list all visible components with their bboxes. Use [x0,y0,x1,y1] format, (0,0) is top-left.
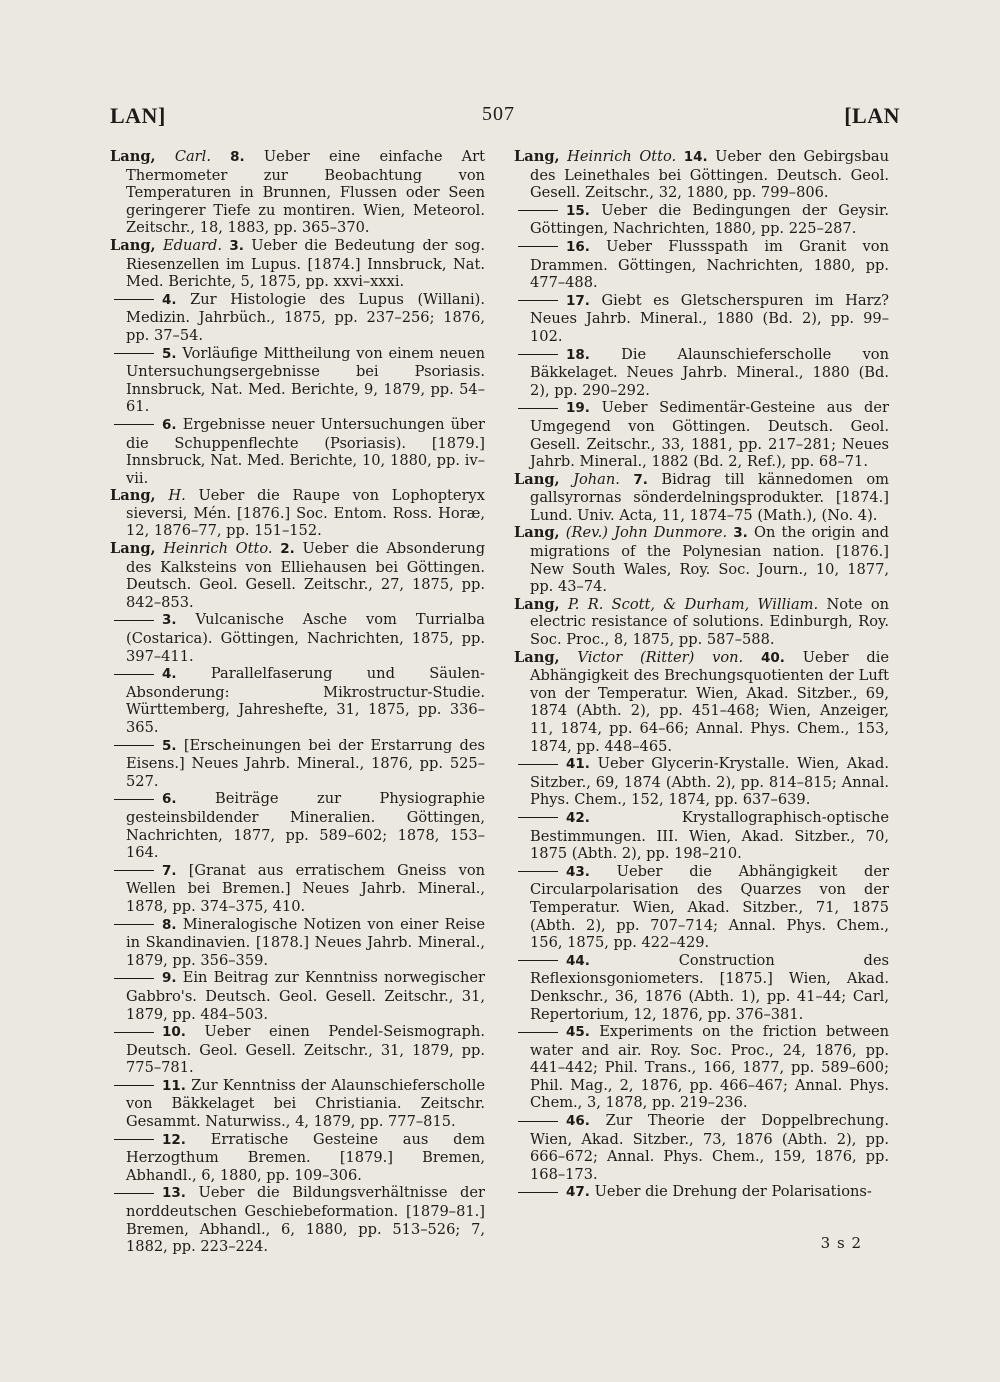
entry-text: Die Alaunschieferscholle von Bäkkelaget. Neues Jahrb. Mineral., 1880 (Bd. 2), pp. 290–292. [530,345,889,399]
entry-number: 45. [566,1024,590,1041]
bibliography-entry [514,952,889,1023]
author-forename: Victor (Ritter) von. [577,648,744,666]
author-surname: Lang, [514,470,560,488]
entry-number: 7. [162,862,177,879]
bibliography-entry [110,1184,485,1255]
entry-number: 7. [633,471,648,488]
ditto-dash [518,300,558,301]
bibliography-entry [110,1077,485,1131]
bibliography-entry [514,596,889,649]
bibliography-entry [110,487,485,540]
entry-text: Giebt es Gletscherspuren im Harz? Neues Jahrb. Mineral., 1880 (Bd. 2), pp. 99–102. [530,291,890,345]
bibliography-entry [110,665,485,736]
entry-number: 4. [162,291,177,308]
ditto-dash [518,960,558,961]
bibliography-entry [110,416,485,487]
ditto-dash [114,1139,154,1140]
bibliography-entry [110,237,485,291]
entry-text: Ueber den Gebirgsbau des Leinethales bei Göttingen. Deutsch. Geol. Gesell. Zeitschr., 32, 1880, pp. 799–806. [530,148,890,202]
entry-number: 47. [566,1184,590,1201]
entry-text: [Erscheinungen bei der Erstarrung des Eisens.] Neues Jahrb. Mineral., 1876, pp. 525–527. [126,736,486,790]
entry-text: Ueber eine einfache Art Thermometer zur Beobachtung von Temperaturen in Brunnen, Flussen oder Seen geringerer Tiefe zu montiren. Wien, Meteorol. Zeitschr., 18, 1883, pp. 365–370. [126,148,486,237]
bibliography-entry [514,524,889,595]
signature-mark: 3 s 2 [820,1234,862,1252]
bibliography-entry [514,471,889,525]
entry-number: 8. [230,149,245,165]
author-surname: Lang, [110,540,156,558]
entry-number: 6. [162,416,177,433]
bibliography-entry [514,809,889,863]
author-surname: Lang, [110,236,156,254]
entry-number: 3. [229,237,244,254]
bibliography-entry [514,649,889,756]
entry-number: 10. [162,1024,186,1041]
entry-text: Ueber Sedimentär-Gesteine aus der Umgegend von Göttingen. Deutsch. Geol. Gesell. Zeitschr., 33, 1881, pp. 217–281; Neues Jahrb. Mineral., 1882 (Bd. 2, Ref.), pp. 68–71. [530,399,889,471]
entry-number: 4. [162,666,177,683]
entry-text: Ein Beitrag zur Kenntniss norwegischer Gabbro's. Deutsch. Geol. Gesell. Zeitschr., 31, 1879, pp. 484–503. [126,969,485,1023]
entry-text: Krystallographisch-optische Bestimmungen. III. Wien, Akad. Sitzber., 70, 1875 (Abth. 2), pp. 198–210. [530,808,889,863]
entry-number: 40. [761,649,785,666]
entry-number: 3. [162,612,177,629]
entry-text: Beiträge zur Physiographie gesteinsbildender Mineralien. Göttingen, Nachrichten, 1877, pp. 589–602; 1878, 153–164. [126,790,485,862]
entry-text: Vulcanische Asche vom Turrialba (Costarica). Göttingen, Nachrichten, 1875, pp. 397–411. [126,611,486,665]
entry-text: Parallelfaserung und Säulen-Absonderung: Mikrostructur-Studie. Württemberg, Jahreshefte, 31, 1875, pp. 336–365. [126,665,485,736]
entry-number: 5. [162,345,177,362]
entry-number: 3. [733,525,748,542]
bibliography-entry [110,291,485,345]
entry-number: 8. [162,916,177,933]
entry-text: Erratische Gesteine aus dem Herzogthum Bremen. [1879.] Bremen, Abhandl., 6, 1880, pp. 109–306. [126,1130,485,1184]
entry-text: Ueber die Drehung der Polarisations- [594,1183,872,1201]
ditto-dash [114,353,154,354]
page-number: 507 [482,103,515,125]
bibliography-entry [110,916,485,970]
entry-text: Ueber Glycerin-Krystalle. Wien, Akad. Sitzber., 69, 1874 (Abth. 2), pp. 814–815; Annal. Phys. Chem., 152, 1874, pp. 637–639. [530,755,890,809]
bibliography-entry [514,148,889,202]
running-head-right: [LAN [844,103,900,128]
entry-text: Construction des Reflexionsgoniometers. [1875.] Wien, Akad. Denkschr., 36, 1876 (Abth. 1), pp. 41–44; Carl, Repertorium, 12, 1876, pp. 376–381. [530,951,890,1023]
bibliography-entry [514,238,889,292]
bibliography-entry [110,862,485,916]
author-forename: Carl. [174,148,211,165]
bibliography-entry [110,1131,485,1185]
entry-number: 14. [683,149,708,165]
entry-number: 9. [162,970,177,987]
entry-number: 41. [566,756,590,773]
ditto-dash [518,1032,558,1033]
entry-number: 11. [162,1077,186,1094]
author-forename: H. [168,487,186,505]
ditto-dash [114,299,154,300]
entry-number: 17. [566,292,590,309]
author-surname: Lang, [110,487,156,505]
bibliography-entry [514,1183,889,1202]
right-column [514,148,889,1202]
ditto-dash [518,817,558,818]
author-forename: Johan. [573,470,620,488]
author-forename: (Rev.) John Dunmore. [565,524,728,542]
ditto-dash [114,799,154,800]
left-column [110,148,485,1256]
ditto-dash [518,1121,558,1122]
ditto-dash [114,870,154,871]
entry-text: Ueber die Abhängigkeit der Circularpolarisation des Quarzes von der Temperatur. Wien, Akad. Sitzber., 71, 1875 (Abth. 2), pp. 707–714; Annal. Phys. Chem., 156, 1875, pp. 422–429. [530,862,890,952]
entry-number: 12. [162,1131,186,1148]
running-head-left: LAN] [110,103,166,128]
author-forename: P. R. Scott, & Durham, William. [567,595,819,613]
entry-text: Bidrag till kännedomen om gallsyrornas sönderdelningsprodukter. [1874.] Lund. Univ. Acta, 11, 1874–75 (Math.), (No. 4). [530,470,890,524]
entry-text: Note on electric resistance of solutions. Edinburgh, Roy. Soc. Proc., 8, 1875, pp. 587–588. [530,595,889,649]
entry-number: 42. [566,809,590,826]
bibliography-entry [110,611,485,665]
ditto-dash [114,1085,154,1086]
bibliography-entry [110,790,485,861]
entry-text: Ueber die Bildungsverhältnisse der norddeutschen Geschiebeformation. [1879–81.] Bremen, Abhandl., 6, 1880, pp. 513–526; 7, 1882, pp. 223–224. [126,1184,486,1256]
entry-text: Ueber die Bedingungen der Geysir. Göttingen, Nachrichten, 1880, pp. 225–287. [530,201,890,238]
bibliography-entry [110,345,485,416]
author-forename: Heinrich Otto. [567,148,677,165]
ditto-dash [518,246,558,247]
entry-text: Mineralogische Notizen von einer Reise in Skandinavien. [1878.] Neues Jahrb. Mineral., 1879, pp. 356–359. [126,915,485,969]
entry-number: 18. [566,346,590,363]
ditto-dash [518,1192,558,1193]
ditto-dash [114,924,154,925]
entry-number: 15. [566,202,590,219]
entry-number: 16. [566,238,590,255]
entry-text: Zur Theorie der Doppelbrechung. Wien, Akad. Sitzber., 73, 1876 (Abth. 2), pp. 666–672; Annal. Phys. Chem., 159, 1876, pp. 168–173. [530,1112,889,1183]
bibliography-entry [514,755,889,809]
ditto-dash [518,408,558,409]
ditto-dash [114,620,154,621]
author-forename: Eduard. [162,236,223,254]
entry-text: Ueber Flussspath im Granit von Drammen. Göttingen, Nachrichten, 1880, pp. 477–488. [530,237,889,292]
entry-number: 19. [566,400,590,417]
bibliography-entry [514,292,889,346]
entry-text: Ergebnisse neuer Untersuchungen über die Schuppenflechte (Psoriasis). [1879.] Innsbruck, Nat. Med. Berichte, 10, 1880, pp. iv–vii. [126,415,485,487]
bibliography-entry [514,202,889,238]
entry-text: Zur Histologie des Lupus (Willani). Medizin. Jahrbüch., 1875, pp. 237–256; 1876, pp. 37–54. [126,290,485,344]
entry-text: Ueber die Absonderung des Kalksteins von Elliehausen bei Göttingen. Deutsch. Geol. Gesell. Zeitschr., 27, 1875, pp. 842–853. [126,540,486,611]
bibliography-entry [110,969,485,1023]
entry-number: 44. [566,952,590,969]
ditto-dash [114,1193,154,1194]
entry-text: Zur Kenntniss der Alaunschieferscholle von Bäkkelaget bei Christiania. Zeitschr. Gesammt. Naturwiss., 4, 1879, pp. 777–815. [126,1076,485,1131]
bibliography-entry [110,737,485,791]
entry-number: 43. [566,863,590,880]
entry-text: Vorläufige Mittheilung von einem neuen Untersuchungsergebnisse bei Psoriasis. Innsbruck, Nat. Med. Berichte, 9, 1879, pp. 54–61. [126,344,485,416]
ditto-dash [114,745,154,746]
entry-text: Ueber die Abhängigkeit des Brechungsquotienten der Luft von der Temperatur. Wien, Akad. Sitzber., 69, 1874 (Abth. 2), pp. 451–468; Wien, Anzeiger, 11, 1874, pp. 64–66; Annal. Phys. Chem., 153, 1874, pp. 448–465. [530,648,890,755]
bibliography-entry [110,540,485,611]
ditto-dash [518,210,558,211]
entry-text: [Granat aus erratischem Gneiss von Wellen bei Bremen.] Neues Jahrb. Mineral., 1878, pp. 374–375, 410. [126,861,486,915]
ditto-dash [518,354,558,355]
entry-number: 2. [280,541,295,558]
bibliography-entry [514,1023,889,1112]
ditto-dash [114,674,154,675]
entry-text: Ueber die Bedeutung der sog. Riesenzellen im Lupus. [1874.] Innsbruck, Nat. Med. Berichte, 5, 1875, pp. xxvi–xxxi. [126,236,485,291]
bibliography-entry [514,399,889,470]
author-forename: Heinrich Otto. [163,540,273,558]
entry-number: 5. [162,737,177,754]
author-surname: Lang, [514,595,560,613]
entry-number: 13. [162,1185,186,1202]
author-surname: Lang, [110,148,156,165]
ditto-dash [518,871,558,872]
ditto-dash [114,978,154,979]
bibliography-entry [110,148,485,237]
bibliography-entry [514,1112,889,1183]
entry-text: Ueber einen Pendel-Seismograph. Deutsch. Geol. Gesell. Zeitschr., 31, 1879, pp. 775–781. [126,1023,486,1077]
entry-number: 6. [162,791,177,808]
entry-text: Experiments on the friction between water and air. Roy. Soc. Proc., 24, 1876, pp. 441–442; Phil. Trans., 166, 1877, pp. 589–600; Phil. Mag., 2, 1876, pp. 466–467; Annal. Phys. Chem., 3, 1878, pp. 219–236. [530,1023,889,1112]
ditto-dash [114,1032,154,1033]
author-surname: Lang, [514,648,560,666]
entry-text: Ueber die Raupe von Lophopteryx sieversi, Mén. [1876.] Soc. Entom. Ross. Horæ, 12, 1876–77, pp. 151–152. [126,487,486,540]
entry-text: On the origin and migrations of the Polynesian nation. [1876.] New South Wales, Roy. Soc. Journ., 10, 1877, pp. 43–74. [530,524,890,596]
author-surname: Lang, [514,524,560,542]
ditto-dash [518,764,558,765]
bibliography-entry [514,346,889,400]
ditto-dash [114,424,154,425]
bibliography-entry [110,1023,485,1077]
author-surname: Lang, [514,148,560,165]
bibliography-entry [514,863,889,952]
entry-number: 46. [566,1113,590,1130]
